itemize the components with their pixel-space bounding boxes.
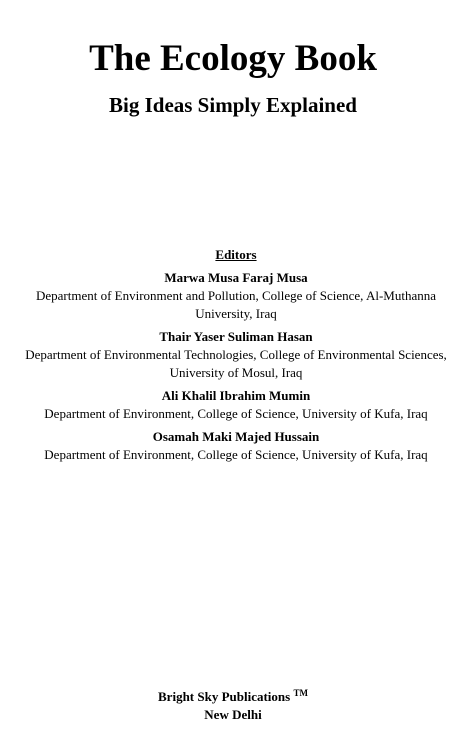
editors-section — [20, 246, 452, 469]
editor-affiliation: Department of Environmental Technologies, College of Environmental Sciences, University of Mosul, Iraq — [25, 347, 447, 380]
publisher-block — [0, 684, 466, 724]
editor-affiliation: Department of Environment, College of Science, University of Kufa, Iraq — [44, 447, 428, 462]
editor-name: Marwa Musa Faraj Musa — [164, 270, 308, 285]
publisher-city: New Delhi — [204, 707, 262, 722]
editor-entry — [20, 387, 452, 423]
editors-heading: Editors — [215, 247, 257, 262]
editor-entry — [20, 269, 452, 323]
publisher-name: Bright Sky Publications — [158, 689, 291, 704]
editor-affiliation: Department of Environment and Pollution, College of Science, Al-Muthanna University, Iraq — [35, 288, 437, 321]
editor-name: Thair Yaser Suliman Hasan — [159, 329, 313, 344]
editor-entry — [20, 428, 452, 464]
book-subtitle: Big Ideas Simply Explained — [109, 93, 357, 117]
book-title: The Ecology Book — [89, 38, 377, 79]
trademark-mark: TM — [293, 688, 308, 698]
publisher-line — [0, 684, 466, 706]
editor-name: Osamah Maki Majed Hussain — [152, 429, 320, 444]
editor-name: Ali Khalil Ibrahim Mumin — [161, 388, 311, 403]
editor-entry — [20, 328, 452, 382]
editor-affiliation: Department of Environment, College of Science, University of Kufa, Iraq — [44, 406, 428, 421]
